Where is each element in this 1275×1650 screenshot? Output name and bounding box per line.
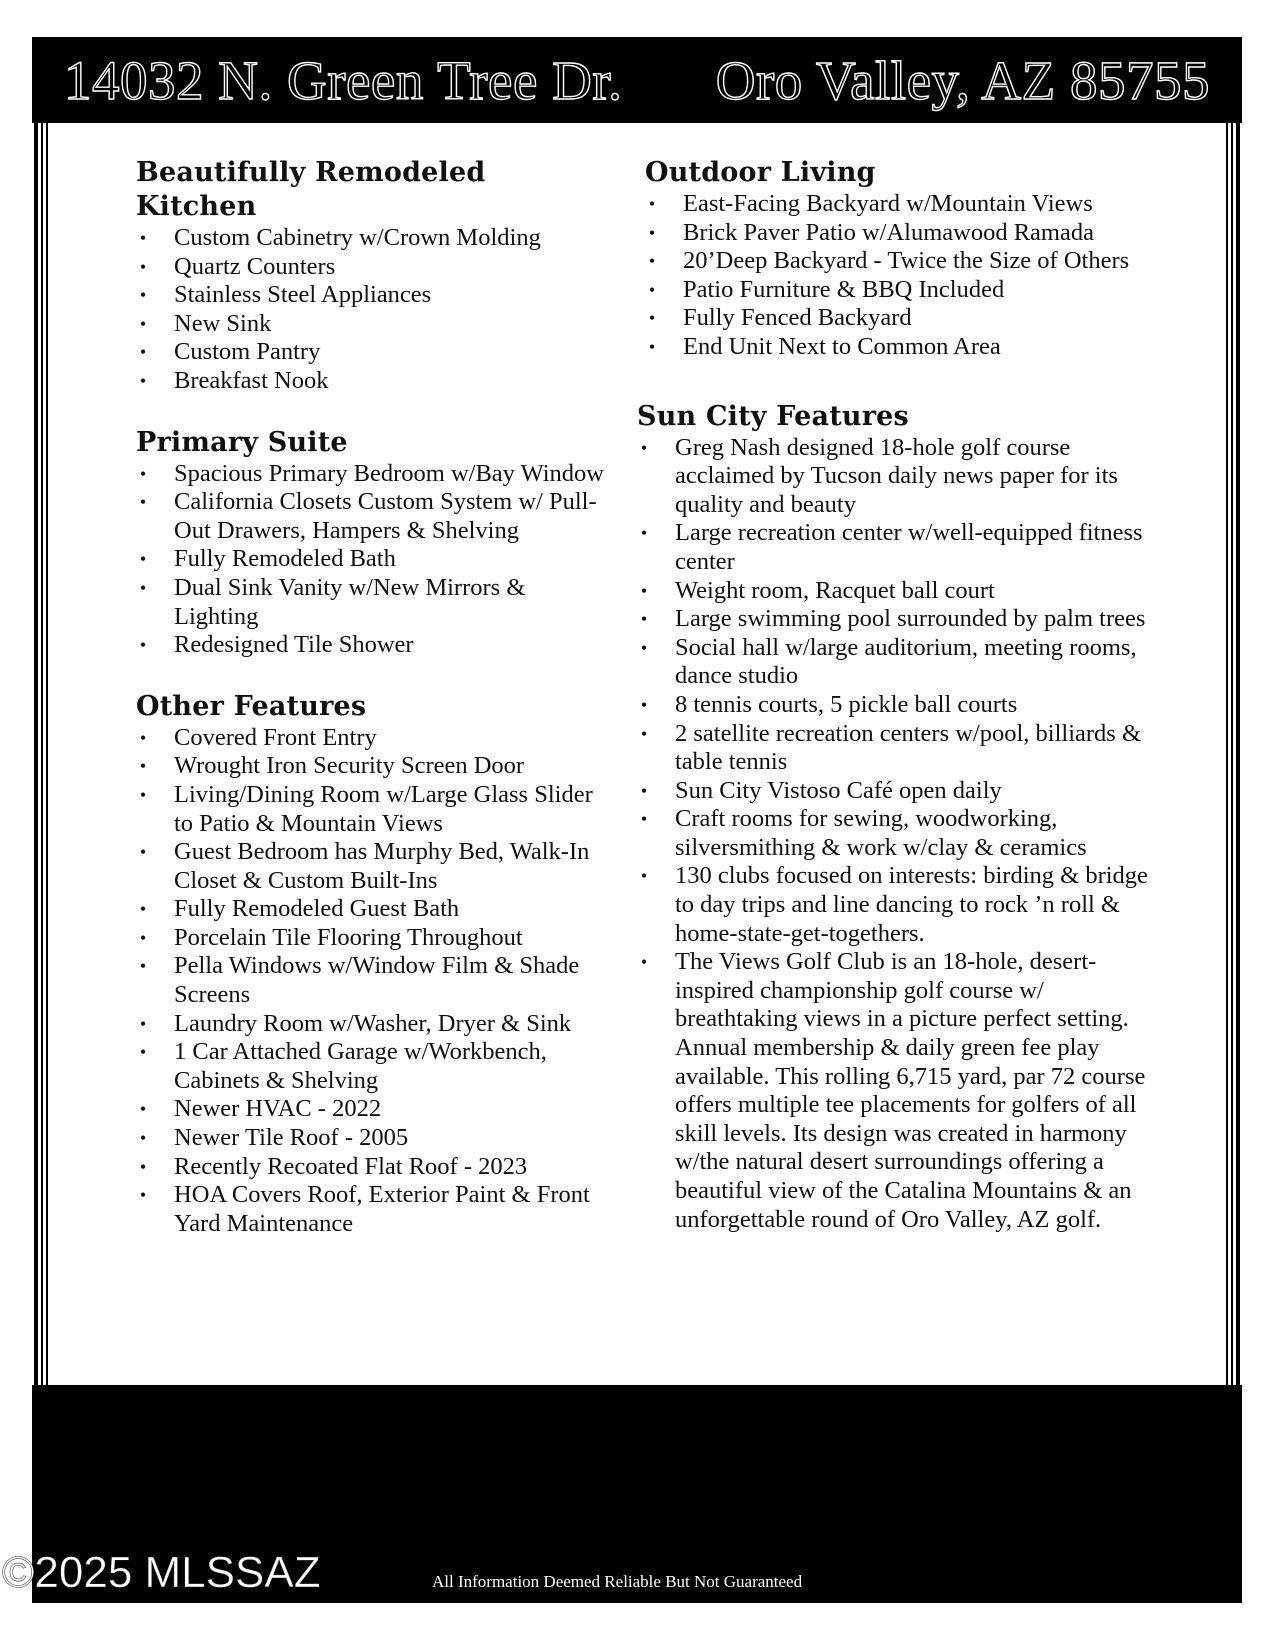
list-item	[136, 1181, 606, 1238]
bullet-icon: •	[139, 228, 147, 248]
list-item-text: Fully Remodeled Guest Bath	[174, 895, 460, 923]
bullet-icon: •	[648, 308, 656, 329]
list-item-text: Greg Nash designed 18-hole golf course acclaimed by Tucson daily news paper for its quality and beauty	[675, 433, 1118, 518]
property-city-state-zip: Oro Valley, AZ 85755	[715, 49, 1210, 111]
bullet-icon: •	[139, 313, 147, 334]
section-title: Other Features	[136, 690, 367, 722]
bullet-icon: •	[640, 437, 648, 458]
bullet-icon: •	[139, 756, 147, 777]
list-item-text: Newer HVAC - 2022	[174, 1095, 382, 1123]
list-item-text: Fully Fenced Backyard	[683, 304, 912, 332]
bullet-icon: •	[640, 637, 648, 658]
list-item-text: Patio Furniture & BBQ Included	[683, 275, 1005, 303]
section-other-features	[136, 690, 606, 1239]
bullet-icon: •	[139, 577, 147, 598]
list-item	[637, 691, 1165, 720]
list-item	[637, 519, 1165, 576]
list-item-text: Pella Windows w/Window Film & Shade Screens	[174, 952, 580, 1009]
bullet-icon: •	[648, 336, 656, 357]
bullet-icon: •	[139, 463, 147, 484]
list-item	[136, 1124, 606, 1153]
list-item-text: Breakfast Nook	[174, 366, 329, 394]
list-item-text: Wrought Iron Security Screen Door	[174, 752, 525, 780]
feature-list	[645, 190, 1165, 362]
list-item	[136, 281, 606, 310]
list-item-text: Quartz Counters	[174, 252, 336, 280]
list-item	[136, 838, 606, 895]
feature-list	[637, 434, 1165, 1235]
list-item	[136, 752, 606, 781]
list-item	[136, 310, 606, 339]
list-item-text: Porcelain Tile Flooring Throughout	[174, 923, 523, 951]
bullet-icon: •	[640, 780, 648, 801]
bullet-icon: •	[139, 1156, 147, 1177]
list-item-text: The Views Golf Club is an 18-hole, desert-inspired championship golf course w/ breathtaking views in a picture perfect setting. Annual membership & daily green fee play available. This rolling 6,715 yard, par 72 course offers multiple tee placements for golfers of all skill levels. Its design was created in harmony w/the natural desert surroundings offering a beautiful view of the Catalina Mountains & an unforgettable round of Oro Valley, AZ golf.	[675, 948, 1146, 1233]
list-item	[645, 190, 1165, 219]
list-item-text: Redesigned Tile Shower	[174, 631, 414, 659]
list-item	[136, 924, 606, 953]
list-item	[136, 1153, 606, 1182]
list-item	[637, 862, 1165, 948]
list-item-text: Guest Bedroom has Murphy Bed, Walk-In Closet & Custom Built-Ins	[174, 838, 590, 894]
list-item-text: Social hall w/large auditorium, meeting rooms, dance studio	[675, 633, 1137, 690]
bullet-icon: •	[139, 285, 147, 306]
bullet-icon: •	[139, 492, 147, 513]
list-item-text: Newer Tile Roof - 2005	[174, 1124, 409, 1152]
list-item	[645, 333, 1165, 362]
bullet-icon: •	[640, 723, 648, 744]
bullet-icon: •	[139, 1042, 147, 1063]
list-item	[645, 276, 1165, 305]
bullet-icon: •	[640, 523, 648, 544]
list-item-text: 20’Deep Backyard - Twice the Size of Others	[683, 247, 1130, 275]
list-item	[136, 488, 606, 545]
list-item-text: Fully Remodeled Bath	[174, 545, 396, 573]
list-item	[136, 224, 606, 253]
list-item-text: 2 satellite recreation centers w/pool, billiards & table tennis	[675, 719, 1142, 776]
section-title: Beautifully Remodeled Kitchen	[136, 157, 486, 222]
list-item-text: Living/Dining Room w/Large Glass Slider to Patio & Mountain Views	[174, 780, 593, 837]
bullet-icon: •	[139, 956, 147, 977]
list-item-text: 1 Car Attached Garage w/Workbench, Cabinets & Shelving	[174, 1038, 547, 1094]
list-item-text: Dual Sink Vanity w/New Mirrors & Lighting	[174, 573, 526, 630]
bullet-icon: •	[139, 370, 147, 391]
bullet-icon: •	[139, 727, 147, 748]
list-item	[637, 434, 1165, 520]
bullet-icon: •	[640, 809, 648, 830]
left-column	[136, 156, 606, 1238]
bullet-icon: •	[640, 609, 648, 630]
list-item-text: Craft rooms for sewing, woodworking, silversmithing & work w/clay & ceramics	[675, 805, 1087, 861]
list-item	[136, 367, 606, 396]
section-title: Sun City Features	[637, 400, 909, 432]
feature-list	[136, 224, 606, 396]
bullet-icon: •	[139, 1128, 147, 1149]
list-item-text: Custom Pantry	[174, 338, 321, 366]
list-item-text: Large swimming pool surrounded by palm trees	[675, 605, 1146, 633]
bullet-icon: •	[139, 1013, 147, 1034]
list-item	[645, 219, 1165, 248]
copyright-notice: ©2025 MLSSAZ	[2, 1548, 321, 1597]
right-column	[637, 156, 1165, 1234]
list-item	[136, 460, 606, 489]
list-item	[136, 952, 606, 1009]
list-item-text: 130 clubs focused on interests: birding & bridge to day trips and line dancing to rock ’n roll & home-state-get-togethers.	[675, 862, 1148, 947]
bullet-icon: •	[648, 251, 656, 272]
list-item-text: Brick Paver Patio w/Alumawood Ramada	[683, 218, 1094, 246]
list-item	[136, 574, 606, 631]
list-item	[637, 605, 1165, 634]
list-item	[136, 781, 606, 838]
list-item	[637, 777, 1165, 806]
bullet-icon: •	[648, 222, 656, 243]
list-item	[637, 577, 1165, 606]
bullet-icon: •	[139, 1185, 147, 1206]
feature-list	[136, 460, 606, 660]
bullet-icon: •	[139, 549, 147, 570]
section-primary-suite	[136, 426, 606, 660]
list-item-text: End Unit Next to Common Area	[683, 332, 1001, 360]
list-item	[136, 724, 606, 753]
list-item-text: East-Facing Backyard w/Mountain Views	[683, 190, 1093, 217]
bullet-icon: •	[648, 194, 656, 214]
bullet-icon: •	[139, 927, 147, 948]
feature-list	[136, 724, 606, 1239]
list-item	[136, 1038, 606, 1095]
list-item	[136, 545, 606, 574]
section-sun-city-features	[637, 400, 1165, 1235]
list-item	[136, 895, 606, 924]
section-title: Primary Suite	[136, 426, 348, 458]
bullet-icon: •	[139, 635, 147, 656]
list-item-text: Stainless Steel Appliances	[174, 281, 432, 309]
list-item-text: New Sink	[174, 309, 272, 337]
list-item-text: Weight room, Racquet ball court	[675, 576, 995, 604]
list-item	[136, 338, 606, 367]
list-item-text: Custom Cabinetry w/Crown Molding	[174, 224, 541, 251]
list-item-text: 8 tennis courts, 5 pickle ball courts	[675, 690, 1018, 718]
bullet-icon: •	[139, 1099, 147, 1120]
bullet-icon: •	[640, 952, 648, 973]
bullet-icon: •	[139, 784, 147, 805]
list-item-text: Large recreation center w/well-equipped fitness center	[675, 519, 1143, 575]
list-item	[645, 247, 1165, 276]
bullet-icon: •	[139, 899, 147, 920]
list-item-text: HOA Covers Roof, Exterior Paint & Front Yard Maintenance	[174, 1181, 590, 1237]
list-item	[136, 1010, 606, 1039]
property-address: 14032 N. Green Tree Dr.	[64, 49, 623, 111]
bullet-icon: •	[640, 580, 648, 601]
list-item-text: Sun City Vistoso Café open daily	[675, 776, 1002, 804]
list-item-text: Covered Front Entry	[174, 723, 377, 751]
list-item	[136, 631, 606, 660]
list-item	[637, 720, 1165, 777]
list-item	[637, 805, 1165, 862]
bullet-icon: •	[640, 694, 648, 715]
list-item-text: Laundry Room w/Washer, Dryer & Sink	[174, 1009, 572, 1037]
bullet-icon: •	[648, 279, 656, 300]
list-item-text: Spacious Primary Bedroom w/Bay Window	[174, 459, 604, 487]
list-item-text: California Closets Custom System w/ Pull-Out Drawers, Hampers & Shelving	[174, 488, 597, 544]
bullet-icon: •	[139, 256, 147, 277]
bullet-icon: •	[139, 342, 147, 363]
list-item	[136, 253, 606, 282]
section-kitchen	[136, 156, 606, 396]
disclaimer-text: All Information Deemed Reliable But Not Guaranteed	[432, 1572, 803, 1591]
section-title: Outdoor Living	[645, 157, 876, 188]
list-item	[637, 948, 1165, 1234]
section-outdoor-living	[645, 156, 1165, 362]
list-item-text: Recently Recoated Flat Roof - 2023	[174, 1152, 528, 1180]
list-item	[637, 634, 1165, 691]
bullet-icon: •	[640, 866, 648, 887]
list-item	[136, 1095, 606, 1124]
bullet-icon: •	[139, 842, 147, 863]
list-item	[645, 304, 1165, 333]
